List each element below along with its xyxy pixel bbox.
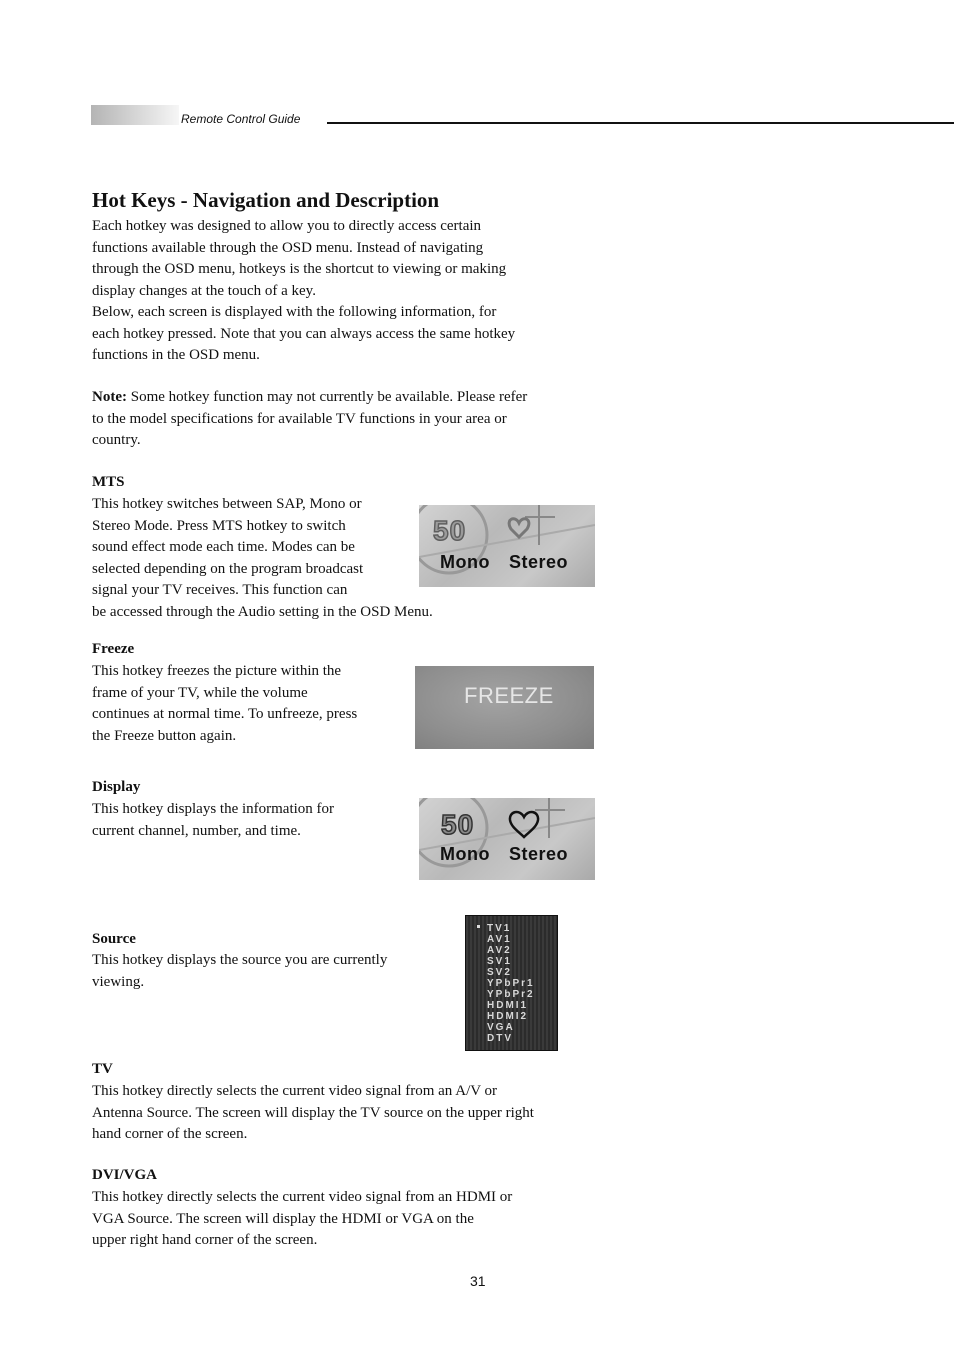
header-rule	[327, 122, 954, 124]
heart-icon	[507, 808, 541, 840]
mts-line: signal your TV receives. This function can	[92, 582, 348, 598]
freeze-line: frame of your TV, while the volume	[92, 684, 308, 701]
mts-line: sound effect mode each time. Modes can be	[92, 539, 355, 555]
mts-line: This hotkey switches between SAP, Mono or	[92, 496, 362, 512]
intro-line: functions in the OSD menu.	[92, 347, 260, 363]
tv-line: This hotkey directly selects the current video signal from an A/V or	[92, 1083, 498, 1099]
dvi-vga-line: This hotkey directly selects the current video signal from an HDMI or	[92, 1189, 513, 1205]
freeze-line: continues at normal time. To unfreeze, press	[92, 706, 358, 722]
mts-line: be accessed through the Audio setting in the OSD Menu.	[92, 603, 433, 620]
display-description	[92, 799, 417, 842]
page-number: 31	[470, 1273, 486, 1289]
page-title: Hot Keys - Navigation and Description	[92, 188, 440, 212]
display-mono-label: Mono	[440, 844, 490, 864]
intro-line: through the OSD menu, hotkeys is the shortcut to viewing or making	[92, 261, 507, 277]
tv-title: TV	[92, 1061, 113, 1077]
mts-line: selected depending on the program broadcast	[92, 560, 364, 577]
source-list-item: SV2	[487, 967, 512, 978]
source-osd-screenshot	[465, 915, 558, 1051]
header-label: Remote Control Guide	[181, 112, 301, 126]
source-list-item: YPbPr1	[487, 978, 535, 989]
display-channel-number: 50	[441, 809, 475, 840]
display-title: Display	[92, 779, 141, 795]
source-line: This hotkey displays the source you are currently	[92, 952, 388, 968]
freeze-line: This hotkey freezes the picture within the	[92, 663, 342, 679]
dvi-vga-title: DVI/VGA	[92, 1167, 158, 1183]
mts-osd-screenshot	[419, 505, 595, 587]
dvi-vga-line: VGA Source. The screen will display the HDMI or VGA on the	[92, 1210, 474, 1227]
mts-title: MTS	[92, 474, 125, 490]
note-text: Some hotkey function may not currently be available. Please refer	[126, 389, 528, 405]
source-list-item: DTV	[487, 1033, 513, 1044]
source-list-item: SV1	[487, 956, 512, 967]
dvi-vga-line: upper right hand corner of the screen.	[92, 1232, 318, 1248]
tv-line: hand corner of the screen.	[92, 1126, 248, 1142]
freeze-description	[92, 661, 417, 747]
display-osd-screenshot	[419, 798, 595, 880]
freeze-osd-label: FREEZE	[464, 683, 554, 708]
source-title: Source	[92, 931, 136, 947]
intro-line: functions available through the OSD menu. Instead of navigating	[92, 239, 484, 256]
source-line: viewing.	[92, 973, 145, 990]
dvi-vga-description	[92, 1187, 512, 1252]
intro-line: Each hotkey was designed to allow you to directly access certain	[92, 218, 482, 234]
note-text: to the model specifications for available TV functions in your area or	[92, 410, 507, 427]
mts-line: Stereo Mode. Press MTS hotkey to switch	[92, 517, 346, 534]
display-line: current channel, number, and time.	[92, 822, 301, 839]
source-list-item: YPbPr2	[487, 989, 535, 1000]
intro-line: each hotkey pressed. Note that you can always access the same hotkey	[92, 325, 516, 342]
mts-channel-number: 50	[433, 515, 467, 546]
selection-marker	[477, 925, 480, 928]
freeze-title: Freeze	[92, 641, 135, 657]
freeze-line: the Freeze button again.	[92, 727, 237, 744]
source-list-item: HDMI2	[487, 1011, 529, 1022]
note-label: Note:	[92, 389, 127, 405]
display-stereo-label: Stereo	[509, 844, 569, 864]
mts-description	[92, 494, 433, 623]
mts-stereo-label: Stereo	[509, 552, 569, 572]
source-list-item: TV1	[487, 923, 512, 934]
header-gradient-bar	[91, 105, 179, 125]
mts-mono-label: Mono	[440, 552, 490, 572]
tv-line: Antenna Source. The screen will display the TV source on the upper right	[92, 1104, 534, 1121]
tv-description	[92, 1081, 534, 1146]
intro-paragraph	[92, 216, 515, 367]
intro-line: display changes at the touch of a key.	[92, 282, 316, 299]
source-list-item: VGA	[487, 1022, 515, 1033]
source-description	[92, 950, 462, 993]
freeze-osd-screenshot	[415, 666, 594, 749]
source-list-item: AV2	[487, 945, 512, 956]
display-line: This hotkey displays the information for	[92, 801, 335, 817]
intro-line: Below, each screen is displayed with the following information, for	[92, 304, 497, 320]
source-list-item: HDMI1	[487, 1000, 529, 1011]
source-list-item: AV1	[487, 934, 512, 945]
note-text: country.	[92, 432, 141, 448]
note-paragraph	[92, 387, 527, 452]
